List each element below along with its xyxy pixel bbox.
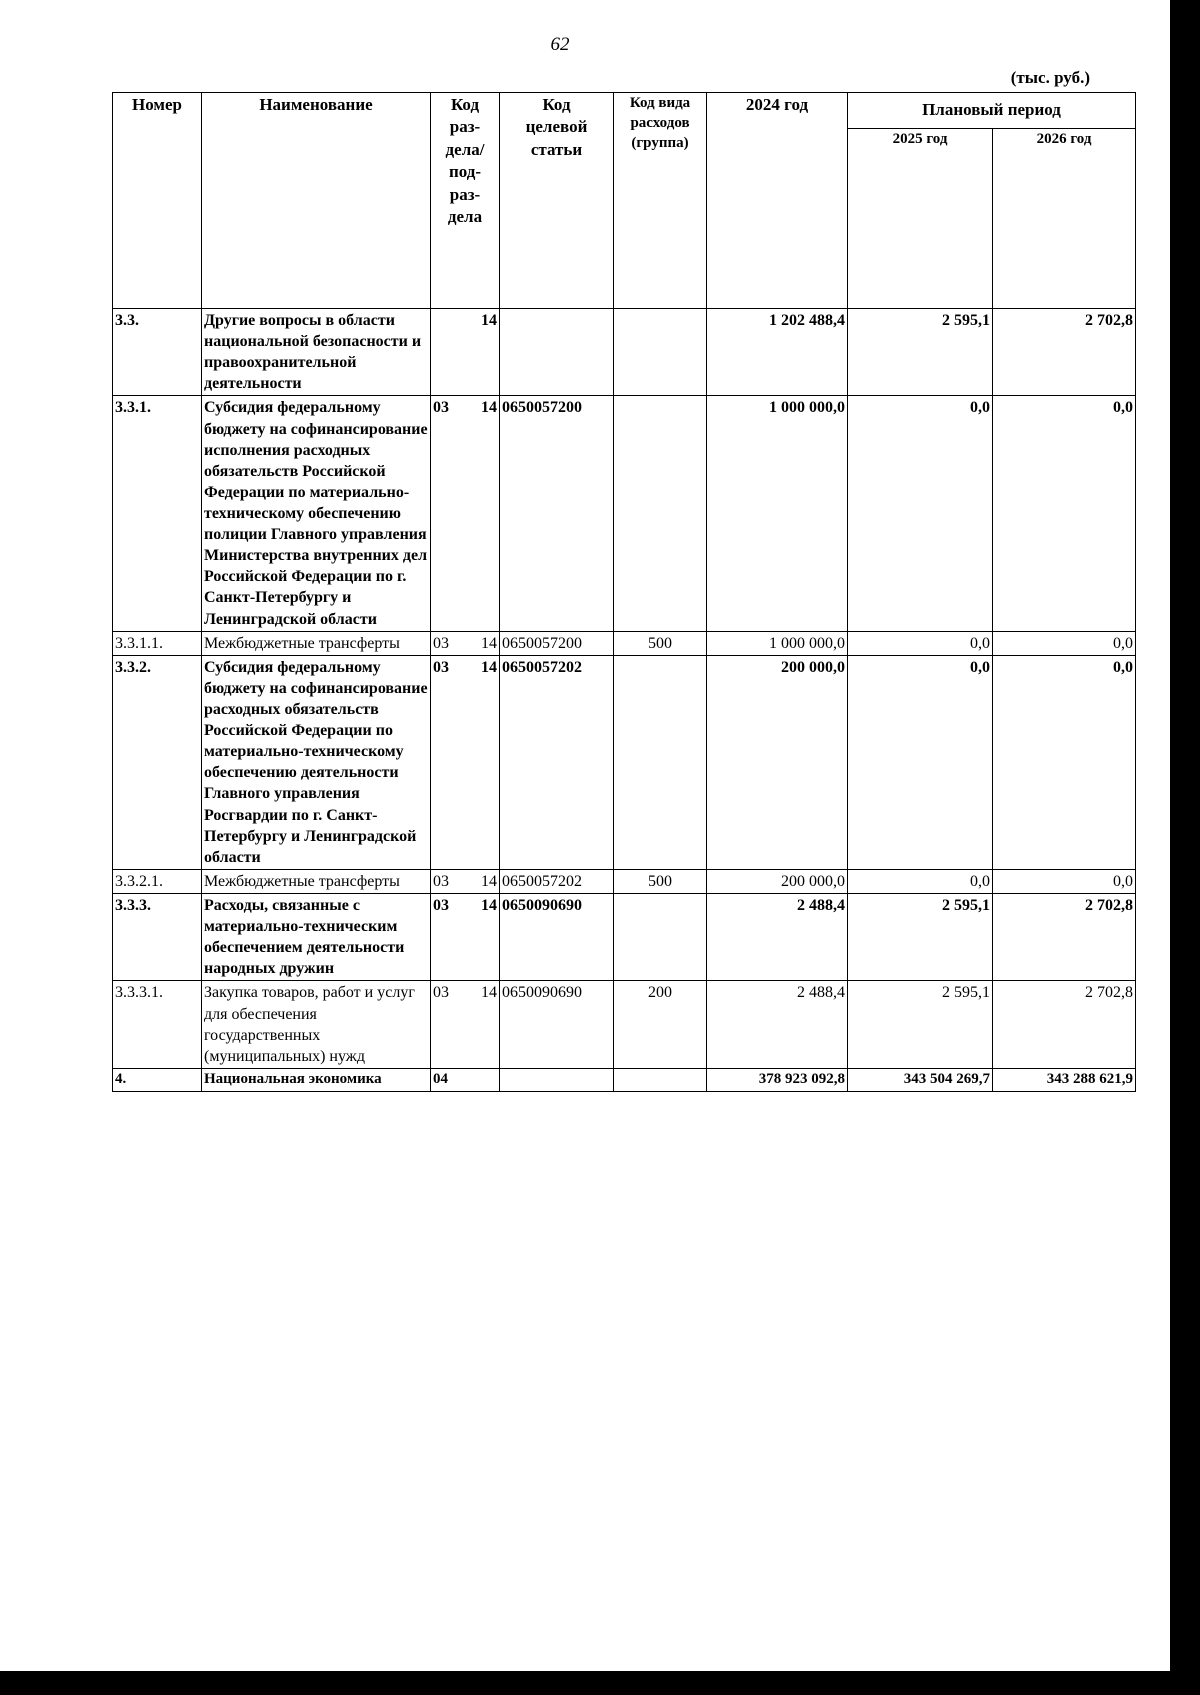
row-2024: 1 202 488,4: [707, 309, 848, 396]
row-2024: 200 000,0: [707, 869, 848, 893]
row-name: Межбюджетные трансферты: [202, 631, 431, 655]
row-number: 3.3.3.: [113, 893, 202, 980]
budget-table: [112, 92, 1136, 1092]
header-2026: 2026 год: [993, 129, 1136, 309]
row-target-code: [500, 1068, 614, 1091]
header-2025: 2025 год: [848, 129, 993, 309]
row-number: 4.: [113, 1068, 202, 1091]
row-2026: 0,0: [993, 396, 1136, 631]
header-2024: 2024 год: [707, 93, 848, 309]
row-number: 3.3.3.1.: [113, 981, 202, 1068]
row-2024: 1 000 000,0: [707, 631, 848, 655]
row-2024: 2 488,4: [707, 981, 848, 1068]
table-row: [113, 1068, 1136, 1091]
row-target-code: [500, 309, 614, 396]
row-name: Другие вопросы в области национальной безопасности и правоохранительной деятельности: [202, 309, 431, 396]
row-2026: 343 288 621,9: [993, 1068, 1136, 1091]
row-2025: 0,0: [848, 396, 993, 631]
row-name: Субсидия федеральному бюджету на софинансирование исполнения расходных обязательств Российской Федерации по материально-техническому обеспечению полиции Главного управления Министерства внутренних дел Российской Федерации по г. Санкт-Петербургу и Ленинградской области: [202, 396, 431, 631]
row-name: Закупка товаров, работ и услуг для обеспечения государственных (муниципальных) нужд: [202, 981, 431, 1068]
row-expense-type: 500: [614, 631, 707, 655]
row-target-code: 0650057200: [500, 631, 614, 655]
row-number: 3.3.1.: [113, 396, 202, 631]
row-name: Национальная экономика: [202, 1068, 431, 1091]
row-expense-type: [614, 893, 707, 980]
row-2024: 1 000 000,0: [707, 396, 848, 631]
row-number: 3.3.: [113, 309, 202, 396]
row-2024: 2 488,4: [707, 893, 848, 980]
row-2025: 343 504 269,7: [848, 1068, 993, 1091]
row-expense-type: [614, 655, 707, 869]
table-row: [113, 631, 1136, 655]
header-planned-period: Плановый период: [848, 93, 1136, 129]
row-target-code: 0650090690: [500, 981, 614, 1068]
header-section-code: Код раз- дела/ под- раз- дела: [431, 93, 500, 309]
row-number: 3.3.1.1.: [113, 631, 202, 655]
header-number: Номер: [113, 93, 202, 309]
row-2026: 0,0: [993, 869, 1136, 893]
table-body: [113, 309, 1136, 1092]
row-2026: 0,0: [993, 655, 1136, 869]
row-2025: 0,0: [848, 631, 993, 655]
row-section-code: 03 14: [431, 396, 500, 631]
row-name: Межбюджетные трансферты: [202, 869, 431, 893]
table-row: [113, 893, 1136, 980]
row-expense-type: 200: [614, 981, 707, 1068]
row-2025: 2 595,1: [848, 981, 993, 1068]
page-number: 62: [550, 34, 570, 55]
row-name: Расходы, связанные с материально-техническим обеспечением деятельности народных дружин: [202, 893, 431, 980]
header-target-code: Код целевой статьи: [500, 93, 614, 309]
row-target-code: 0650057200: [500, 396, 614, 631]
units-label: (тыс. руб.): [1010, 68, 1090, 87]
row-2026: 0,0: [993, 631, 1136, 655]
table-row: [113, 655, 1136, 869]
scan-border-bottom: [0, 1671, 1200, 1695]
row-2025: 2 595,1: [848, 309, 993, 396]
table-row: [113, 869, 1136, 893]
row-2024: 200 000,0: [707, 655, 848, 869]
row-target-code: 0650057202: [500, 869, 614, 893]
row-name: Субсидия федеральному бюджету на софинансирование расходных обязательств Российской Федерации по материально-техническому обеспечению деятельности Главного управления Росгвардии по г. Санкт-Петербургу и Ленинградской области: [202, 655, 431, 869]
table-row: [113, 396, 1136, 631]
table-header: [113, 93, 1136, 309]
row-expense-type: 500: [614, 869, 707, 893]
row-section-code: 03 14: [431, 631, 500, 655]
row-section-code: 03 14: [431, 869, 500, 893]
row-section-code: 03 14: [431, 981, 500, 1068]
row-target-code: 0650057202: [500, 655, 614, 869]
row-2026: 2 702,8: [993, 309, 1136, 396]
header-expense-type: Код вида расходов (группа): [614, 93, 707, 309]
row-2025: 0,0: [848, 655, 993, 869]
row-expense-type: [614, 309, 707, 396]
table-row: [113, 981, 1136, 1068]
row-expense-type: [614, 396, 707, 631]
row-target-code: 0650090690: [500, 893, 614, 980]
header-name: Наименование: [202, 93, 431, 309]
table-row: [113, 309, 1136, 396]
row-section-code: 03 14: [431, 655, 500, 869]
row-number: 3.3.2.1.: [113, 869, 202, 893]
row-2024: 378 923 092,8: [707, 1068, 848, 1091]
row-section-code: 04: [431, 1068, 500, 1091]
row-2026: 2 702,8: [993, 893, 1136, 980]
row-number: 3.3.2.: [113, 655, 202, 869]
scan-border-right: [1170, 0, 1200, 1695]
row-2026: 2 702,8: [993, 981, 1136, 1068]
row-section-code: 14: [431, 309, 500, 396]
row-2025: 2 595,1: [848, 893, 993, 980]
row-2025: 0,0: [848, 869, 993, 893]
row-section-code: 03 14: [431, 893, 500, 980]
row-expense-type: [614, 1068, 707, 1091]
